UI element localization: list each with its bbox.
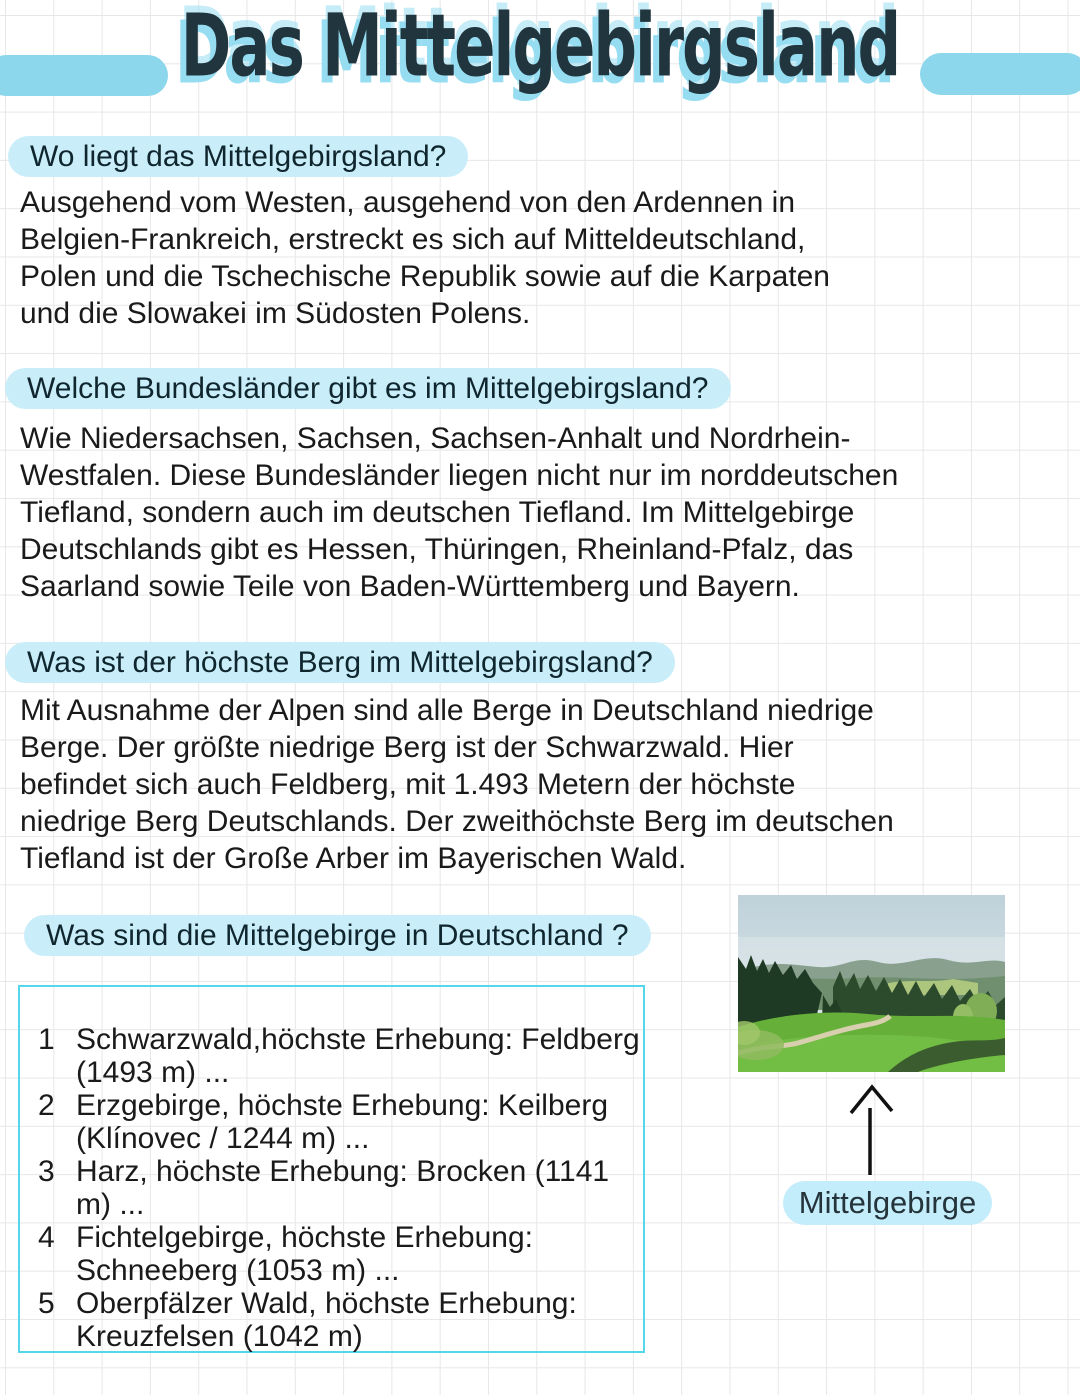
paragraph-line: Polen und die Tschechische Republik sowie auf die Karpaten (20, 260, 830, 293)
title-row (0, 0, 1080, 135)
list-item-number: 4 (38, 1221, 55, 1254)
page-title: Das Mittelgebirgsland (180, 0, 900, 97)
answer-paragraph-3 (20, 692, 894, 877)
question-heading-3: Was ist der höchste Berg im Mittelgebirgsland? (5, 642, 675, 683)
landscape-photo (738, 895, 1005, 1072)
paragraph-line: Wie Niedersachsen, Sachsen, Sachsen-Anhalt und Nordrhein- (20, 422, 851, 455)
list-item-line: Schneeberg (1053 m) ... (76, 1254, 400, 1287)
list-item-5 (38, 1287, 643, 1353)
arrow-up-icon (840, 1078, 902, 1180)
list-item-number: 3 (38, 1155, 55, 1188)
paragraph-line: Mit Ausnahme der Alpen sind alle Berge in Deutschland niedrige (20, 694, 874, 727)
answer-paragraph-1 (20, 184, 830, 332)
list-item-2 (38, 1089, 643, 1155)
question-heading-2: Welche Bundesländer gibt es im Mittelgebirgsland? (5, 368, 731, 409)
list-item-line: Oberpfälzer Wald, höchste Erhebung: (76, 1287, 577, 1320)
list-item-text (76, 1089, 608, 1155)
answer-paragraph-2 (20, 420, 898, 605)
list-item-text (76, 1023, 640, 1089)
paragraph-line: Saarland sowie Teile von Baden-Württemberg und Bayern. (20, 570, 800, 603)
list-item-line: Kreuzfelsen (1042 m) (76, 1320, 363, 1353)
list-item-line: m) ... (76, 1188, 145, 1221)
paragraph-line: niedrige Berg Deutschlands. Der zweithöchste Berg im deutschen (20, 805, 894, 838)
list-item-line: Harz, höchste Erhebung: Brocken (1141 (76, 1155, 610, 1188)
paragraph-line: Tiefland ist der Große Arber im Bayerischen Wald. (20, 842, 687, 875)
figure-label: Mittelgebirge (783, 1181, 992, 1225)
question-heading-4: Was sind die Mittelgebirge in Deutschland ? (24, 915, 651, 956)
list-item-number: 2 (38, 1089, 55, 1122)
paragraph-line: Ausgehend vom Westen, ausgehend von den Ardennen in (20, 186, 796, 219)
list-item-number: 1 (38, 1023, 55, 1056)
list-item-3 (38, 1155, 643, 1221)
list-item-line: (1493 m) ... (76, 1056, 230, 1089)
mittelgebirge-list-box (18, 985, 645, 1353)
list-item-line: Schwarzwald,höchste Erhebung: Feldberg (76, 1023, 640, 1056)
question-heading-1: Wo liegt das Mittelgebirgsland? (8, 136, 468, 177)
list-item-text (76, 1221, 533, 1287)
paragraph-line: und die Slowakei im Südosten Polens. (20, 297, 531, 330)
list-item-line: Fichtelgebirge, höchste Erhebung: (76, 1221, 533, 1254)
list-item-line: (Klínovec / 1244 m) ... (76, 1122, 370, 1155)
paragraph-line: Deutschlands gibt es Hessen, Thüringen, Rheinland-Pfalz, das (20, 533, 854, 566)
paragraph-line: Berge. Der größte niedrige Berg ist der Schwarzwald. Hier (20, 731, 794, 764)
list-item-number: 5 (38, 1287, 55, 1320)
list-item-4 (38, 1221, 643, 1287)
paragraph-line: befindet sich auch Feldberg, mit 1.493 Metern der höchste (20, 768, 796, 801)
paragraph-line: Westfalen. Diese Bundesländer liegen nicht nur im norddeutschen (20, 459, 899, 492)
list-item-text (76, 1155, 609, 1221)
paragraph-line: Belgien-Frankreich, erstreckt es sich auf Mitteldeutschland, (20, 223, 806, 256)
list-item-text (76, 1287, 577, 1353)
list-item-1 (38, 1023, 643, 1089)
list-item-line: Erzgebirge, höchste Erhebung: Keilberg (76, 1089, 609, 1122)
paragraph-line: Tiefland, sondern auch im deutschen Tiefland. Im Mittelgebirge (20, 496, 855, 529)
